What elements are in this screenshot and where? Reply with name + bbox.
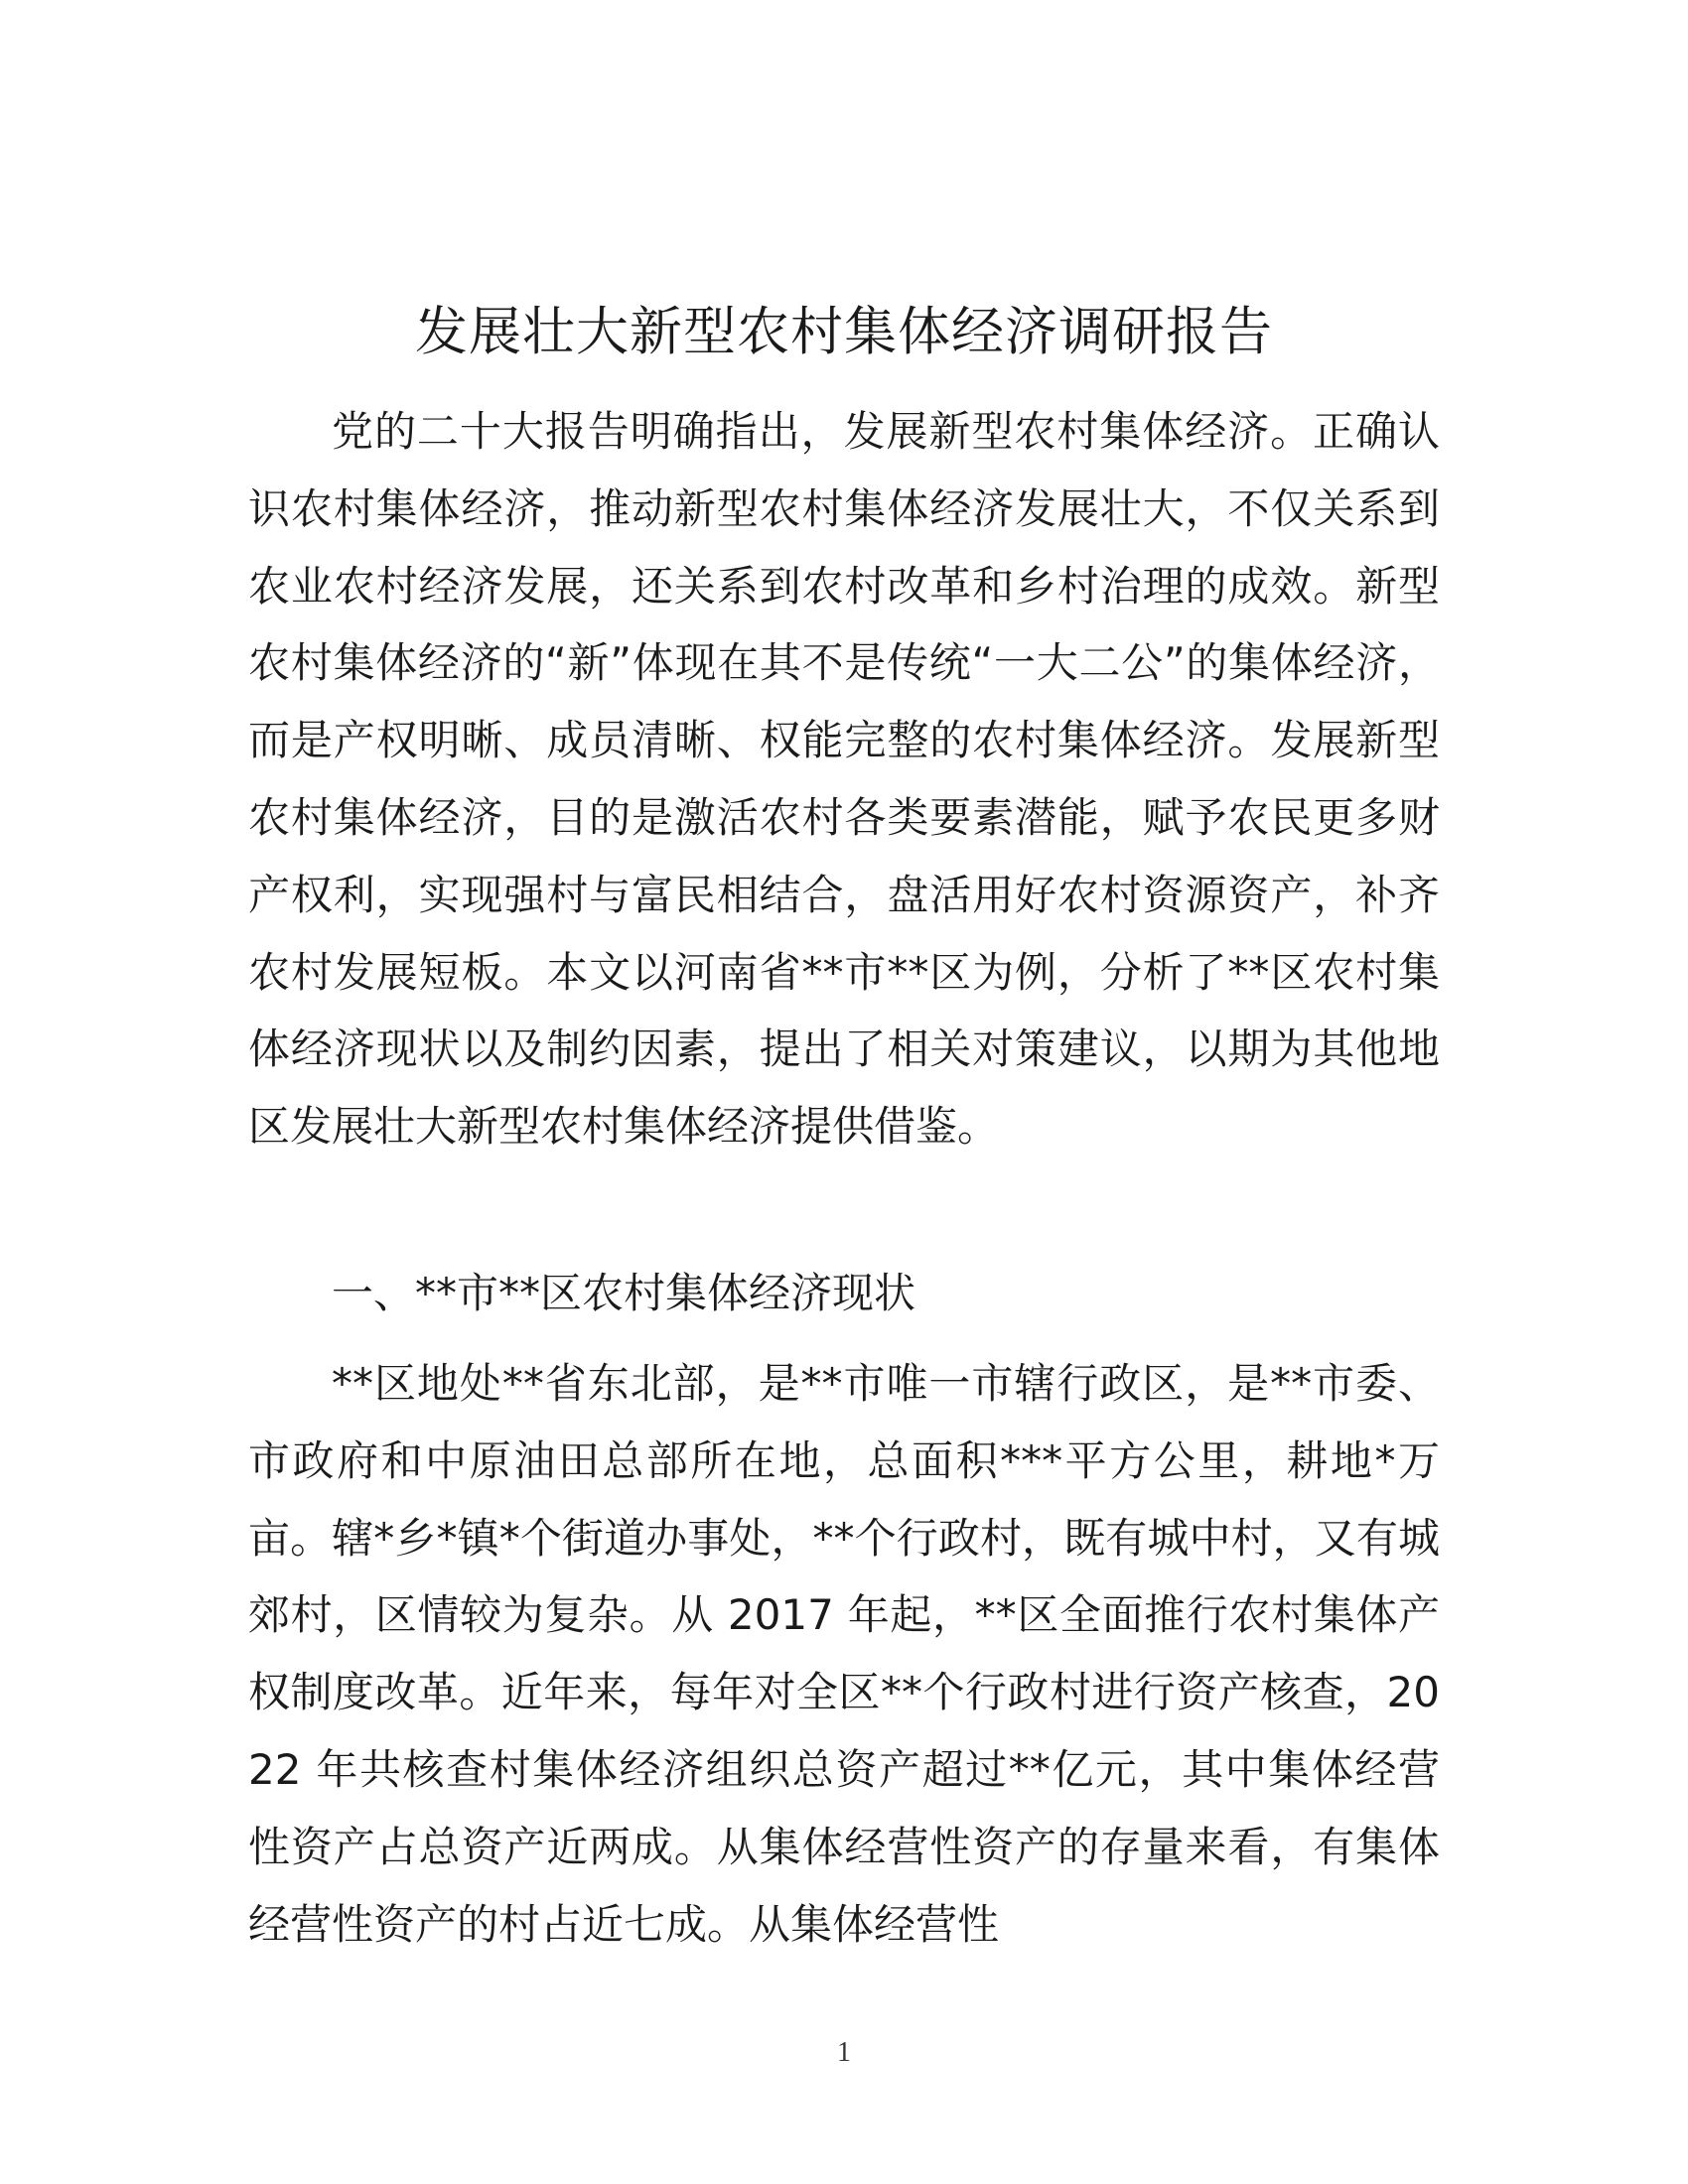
page-number: 1 [837, 2037, 851, 2068]
section-paragraph: **区地处**省东北部，是**市唯一市辖行政区，是**市委、市政府和中原油田总部所在地，总面积***平方公里，耕地*万亩。辖*乡*镇*个街道办事处，**个行政村，既有城中村，又有城郊村，区情较为复杂。从 2017 年起，**区全面推行农村集体产权制度改革。近年来，每年对全区**个行政村进行资产核查，2022 年共核查村集体经济组织总资产超过**亿元，其中集体经营性资产占总资产近两成。从集体经营性资产的存量来看，有集体经营性资产的村占近七成。从集体经营性 [248, 1359, 1440, 1949]
section-heading: 一、**市**区农村集体经济现状 [332, 1269, 916, 1317]
document-title: 发展壮大新型农村集体经济调研报告 [415, 302, 1273, 362]
intro-paragraph: 党的二十大报告明确指出，发展新型农村集体经济。正确认识农村集体经济，推动新型农村集体经济发展壮大，不仅关系到农业农村经济发展，还关系到农村改革和乡村治理的成效。新型农村集体经济的“新”体现在其不是传统“一大二公”的集体经济，而是产权明晰、成员清晰、权能完整的农村集体经济。发展新型农村集体经济，目的是激活农村各类要素潜能，赋予农民更多财产权利，实现强村与富民相结合，盘活用好农村资源资产，补齐农村发展短板。本文以河南省**市**区为例，分析了**区农村集体经济现状以及制约因素，提出了相关对策建议，以期为其他地区发展壮大新型农村集体经济提供借鉴。 [248, 407, 1440, 1152]
